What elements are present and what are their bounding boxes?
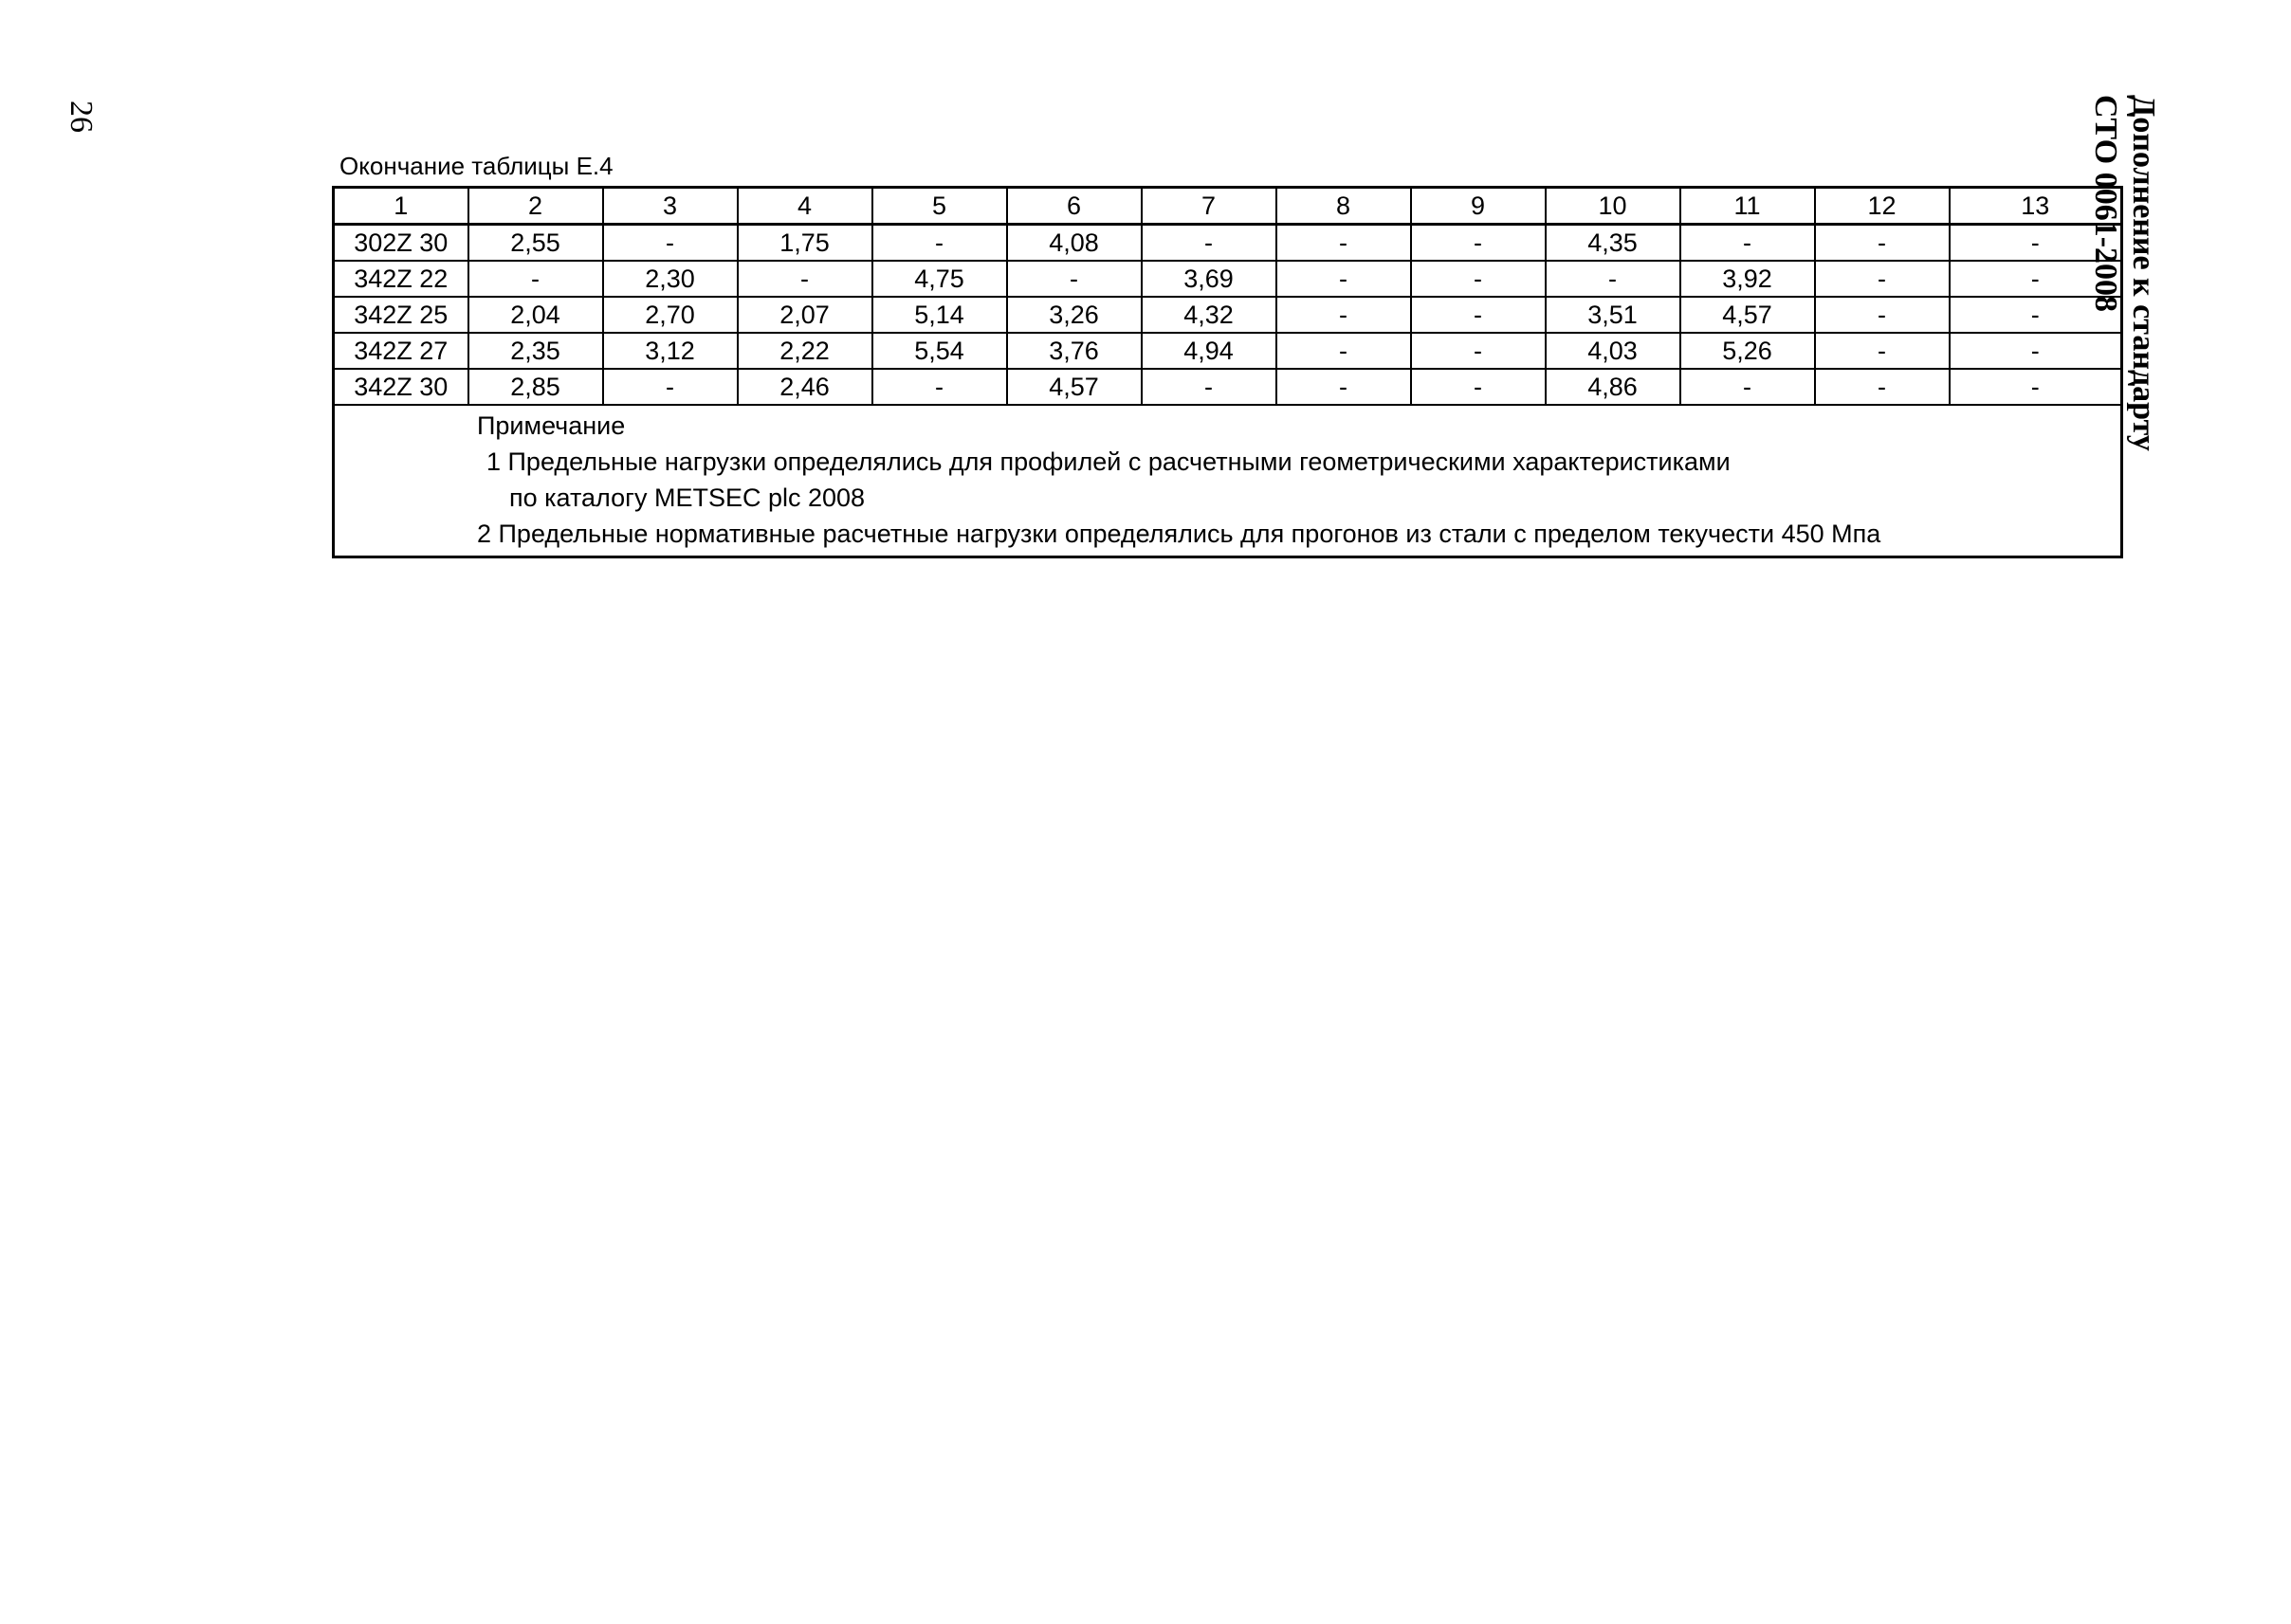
- note-1-line-2: по каталогу METSEC plc 2008: [509, 484, 866, 512]
- note-2: 2 Предельные нормативные расчетные нагрузки определялись для прогонов из стали с пределом текучести 450 Мпа: [477, 520, 1881, 548]
- table-cell: -: [1680, 369, 1815, 405]
- table-cell: -: [603, 225, 738, 262]
- table-cell: -: [1950, 333, 2122, 369]
- notes-row: [334, 405, 2122, 557]
- table-cell: -: [1950, 369, 2122, 405]
- column-header: 9: [1411, 188, 1546, 225]
- profile-name-cell: 342Z 27: [334, 333, 468, 369]
- column-header: 7: [1142, 188, 1276, 225]
- column-header: 8: [1276, 188, 1411, 225]
- table-cell: 2,30: [603, 261, 738, 297]
- table-cell: -: [1950, 297, 2122, 333]
- profile-name-cell: 342Z 22: [334, 261, 468, 297]
- table-cell: -: [1276, 297, 1411, 333]
- column-header: 4: [738, 188, 872, 225]
- table-cell: -: [1950, 225, 2122, 262]
- table-cell: -: [468, 261, 603, 297]
- table-cell: 2,35: [468, 333, 603, 369]
- table-cell: 4,75: [872, 261, 1007, 297]
- table-cell: 3,92: [1680, 261, 1815, 297]
- table-cell: 4,08: [1007, 225, 1142, 262]
- table-cell: -: [1815, 333, 1950, 369]
- table-cell: -: [1276, 369, 1411, 405]
- table-cell: 2,46: [738, 369, 872, 405]
- table-row: [334, 261, 2122, 297]
- table-cell: 4,57: [1680, 297, 1815, 333]
- table-cell: 4,57: [1007, 369, 1142, 405]
- page-number: 26: [64, 100, 99, 133]
- column-header: 6: [1007, 188, 1142, 225]
- table-cell: -: [603, 369, 738, 405]
- column-header: 12: [1815, 188, 1950, 225]
- table-cell: 2,70: [603, 297, 738, 333]
- table-cell: 4,03: [1546, 333, 1680, 369]
- table-cell: 4,86: [1546, 369, 1680, 405]
- column-header: 13: [1950, 188, 2122, 225]
- table-cell: -: [1411, 225, 1546, 262]
- table-cell: -: [1142, 225, 1276, 262]
- table-cell: -: [1276, 333, 1411, 369]
- notes-block: [477, 408, 2120, 552]
- table-cell: -: [872, 369, 1007, 405]
- table-cell: 3,76: [1007, 333, 1142, 369]
- table-cell: 3,12: [603, 333, 738, 369]
- data-table: [332, 186, 2123, 558]
- header-row: [334, 188, 2122, 225]
- table-cell: -: [1546, 261, 1680, 297]
- table-cell: 5,54: [872, 333, 1007, 369]
- table-cell: 4,94: [1142, 333, 1276, 369]
- table-cell: 2,55: [468, 225, 603, 262]
- table-row: [334, 333, 2122, 369]
- table-cell: -: [1411, 297, 1546, 333]
- table-cell: -: [1411, 369, 1546, 405]
- table-cell: 5,26: [1680, 333, 1815, 369]
- table-cell: 2,04: [468, 297, 603, 333]
- column-header: 10: [1546, 188, 1680, 225]
- table-caption: Окончание таблицы Е.4: [339, 152, 614, 180]
- table-cell: -: [872, 225, 1007, 262]
- table-cell: -: [1276, 225, 1411, 262]
- table-cell: 4,35: [1546, 225, 1680, 262]
- table-cell: -: [1815, 369, 1950, 405]
- header-line-2: СТО 0061-2008: [2088, 95, 2123, 313]
- table-row: [334, 225, 2122, 262]
- table-cell: 3,26: [1007, 297, 1142, 333]
- table-cell: -: [1950, 261, 2122, 297]
- table-cell: -: [1411, 333, 1546, 369]
- table-cell: -: [1411, 261, 1546, 297]
- notes-cell: [334, 405, 2122, 557]
- table-cell: 3,69: [1142, 261, 1276, 297]
- table-cell: -: [1815, 225, 1950, 262]
- table-cell: 2,22: [738, 333, 872, 369]
- table-cell: -: [1680, 225, 1815, 262]
- column-header: 11: [1680, 188, 1815, 225]
- table-cell: 5,14: [872, 297, 1007, 333]
- column-header: 1: [334, 188, 468, 225]
- column-header: 5: [872, 188, 1007, 225]
- column-header: 2: [468, 188, 603, 225]
- table-row: [334, 369, 2122, 405]
- table-cell: 3,51: [1546, 297, 1680, 333]
- notes-title: Примечание: [477, 411, 626, 440]
- table-cell: 2,85: [468, 369, 603, 405]
- table-cell: -: [738, 261, 872, 297]
- table-cell: 1,75: [738, 225, 872, 262]
- table-cell: -: [1007, 261, 1142, 297]
- profile-name-cell: 302Z 30: [334, 225, 468, 262]
- table-cell: -: [1142, 369, 1276, 405]
- header-line-1: Дополнение к стандарту: [2126, 95, 2161, 451]
- note-1-line-1: 1 Предельные нагрузки определялись для профилей с расчетными геометрическими характеристиками: [486, 447, 1731, 476]
- table-cell: 4,32: [1142, 297, 1276, 333]
- profile-name-cell: 342Z 25: [334, 297, 468, 333]
- table-cell: -: [1276, 261, 1411, 297]
- column-header: 3: [603, 188, 738, 225]
- table-row: [334, 297, 2122, 333]
- table-cell: -: [1815, 297, 1950, 333]
- profile-name-cell: 342Z 30: [334, 369, 468, 405]
- table-cell: -: [1815, 261, 1950, 297]
- table-cell: 2,07: [738, 297, 872, 333]
